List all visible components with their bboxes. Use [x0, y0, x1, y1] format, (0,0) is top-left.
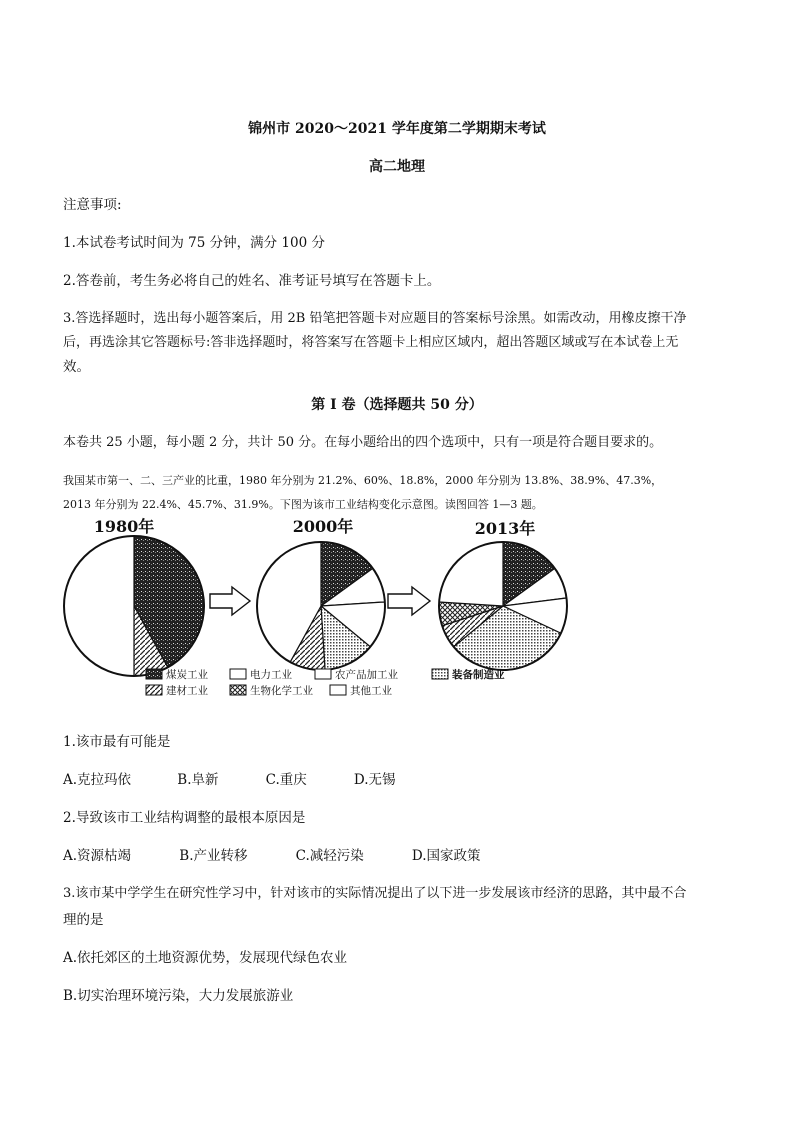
legend-label-other: 其他工业: [350, 685, 392, 697]
q1-option-b[interactable]: B.阜新: [177, 772, 219, 788]
legend-swatch-agri: [315, 669, 331, 679]
legend-swatch-equip: [432, 669, 448, 679]
q1-option-c[interactable]: C.重庆: [265, 772, 307, 788]
q2-option-d[interactable]: D.国家政策: [411, 848, 481, 864]
note-item-3-line-2: 后，再选涂其它答题标号:答非选择题时，将答案写在答题卡上相应区域内，超出答题区域或写在本试卷上无: [63, 335, 679, 350]
legend-label-biochem: 生物化学工业: [250, 685, 313, 697]
passage-line-1: 我国某市第一、二、三产业的比重，1980 年分别为 21.2%、60%、18.8%，2000 年分别为 13.8%、38.9%、47.3%，: [63, 474, 663, 487]
q3-option-a[interactable]: A.依托郊区的土地资源优势，发展现代绿色农业: [63, 950, 348, 966]
section-title: 第 I 卷（选择题共 50 分）: [311, 397, 483, 413]
question-2-options: [63, 847, 481, 865]
question-2-stem: 2.导致该市工业结构调整的最根本原因是: [63, 810, 306, 826]
note-item-3-line-1: 3.答选择题时，选出每小题答案后，用 2B 铅笔把答题卡对应题目的答案标号涂黑。如需改动，用橡皮擦干净: [63, 311, 687, 326]
q2-option-b[interactable]: B.产业转移: [179, 848, 248, 864]
legend-swatch-building: [146, 685, 162, 695]
q3-option-b[interactable]: B.切实治理环境污染，大力发展旅游业: [63, 988, 294, 1004]
arrow-2000-to-2013: [388, 587, 430, 615]
legend-swatch-other: [330, 685, 346, 695]
question-3-stem-line-2: 理的是: [63, 912, 104, 928]
pie-2013: [439, 542, 567, 670]
pie-2000: [257, 542, 385, 670]
q2-option-a[interactable]: A.资源枯竭: [63, 848, 132, 864]
legend-swatch-coal: [146, 669, 162, 679]
legend-label-power: 电力工业: [250, 669, 292, 681]
industry-structure-pie-chart: [60, 510, 580, 710]
exam-title: 锦州市 2020～2021 学年度第二学期期末考试: [248, 121, 546, 137]
legend-swatch-power: [230, 669, 246, 679]
notes-heading: 注意事项:: [63, 197, 122, 213]
question-1-stem: 1.该市最有可能是: [63, 734, 171, 750]
legend-label-coal: 煤炭工业: [166, 669, 208, 681]
pie-1980: [64, 536, 204, 676]
note-item-3-line-3: 效。: [63, 359, 90, 375]
q2-option-c[interactable]: C.减轻污染: [295, 848, 364, 864]
arrow-1980-to-2000: [210, 587, 250, 615]
pie-1980-slice-other: [64, 536, 134, 676]
pie-year-label-2013: 2013年: [474, 519, 536, 538]
subject-title: 高二地理: [369, 159, 425, 175]
legend-label-building: 建材工业: [166, 685, 208, 697]
legend-swatch-biochem: [230, 685, 246, 695]
passage-line-2: 2013 年分别为 22.4%、45.7%、31.9%。下图为该市工业结构变化示意图。读图回答 1—3 题。: [63, 498, 543, 511]
pie-year-label-2000: 2000年: [292, 517, 354, 536]
legend-label-equip: 装备制造业: [452, 669, 505, 681]
note-item-1: 1.本试卷考试时间为 75 分钟，满分 100 分: [63, 235, 325, 251]
note-item-2: 2.答卷前，考生务必将自己的姓名、准考证号填写在答题卡上。: [63, 273, 441, 289]
legend-label-agri: 农产品加工业: [335, 669, 398, 681]
section-intro: 本卷共 25 小题，每小题 2 分，共计 50 分。在每小题给出的四个选项中，只有一项是符合题目要求的。: [63, 435, 663, 450]
question-3-stem-line-1: 3.该市某中学学生在研究性学习中，针对该市的实际情况提出了以下进一步发展该市经济的思路，其中最不合: [63, 886, 687, 901]
question-1-options: [63, 771, 396, 789]
q1-option-a[interactable]: A.克拉玛依: [63, 772, 132, 788]
pie-year-label-1980: 1980年: [93, 517, 155, 536]
chart-legend: [146, 668, 505, 697]
q1-option-d[interactable]: D.无锡: [353, 772, 396, 788]
